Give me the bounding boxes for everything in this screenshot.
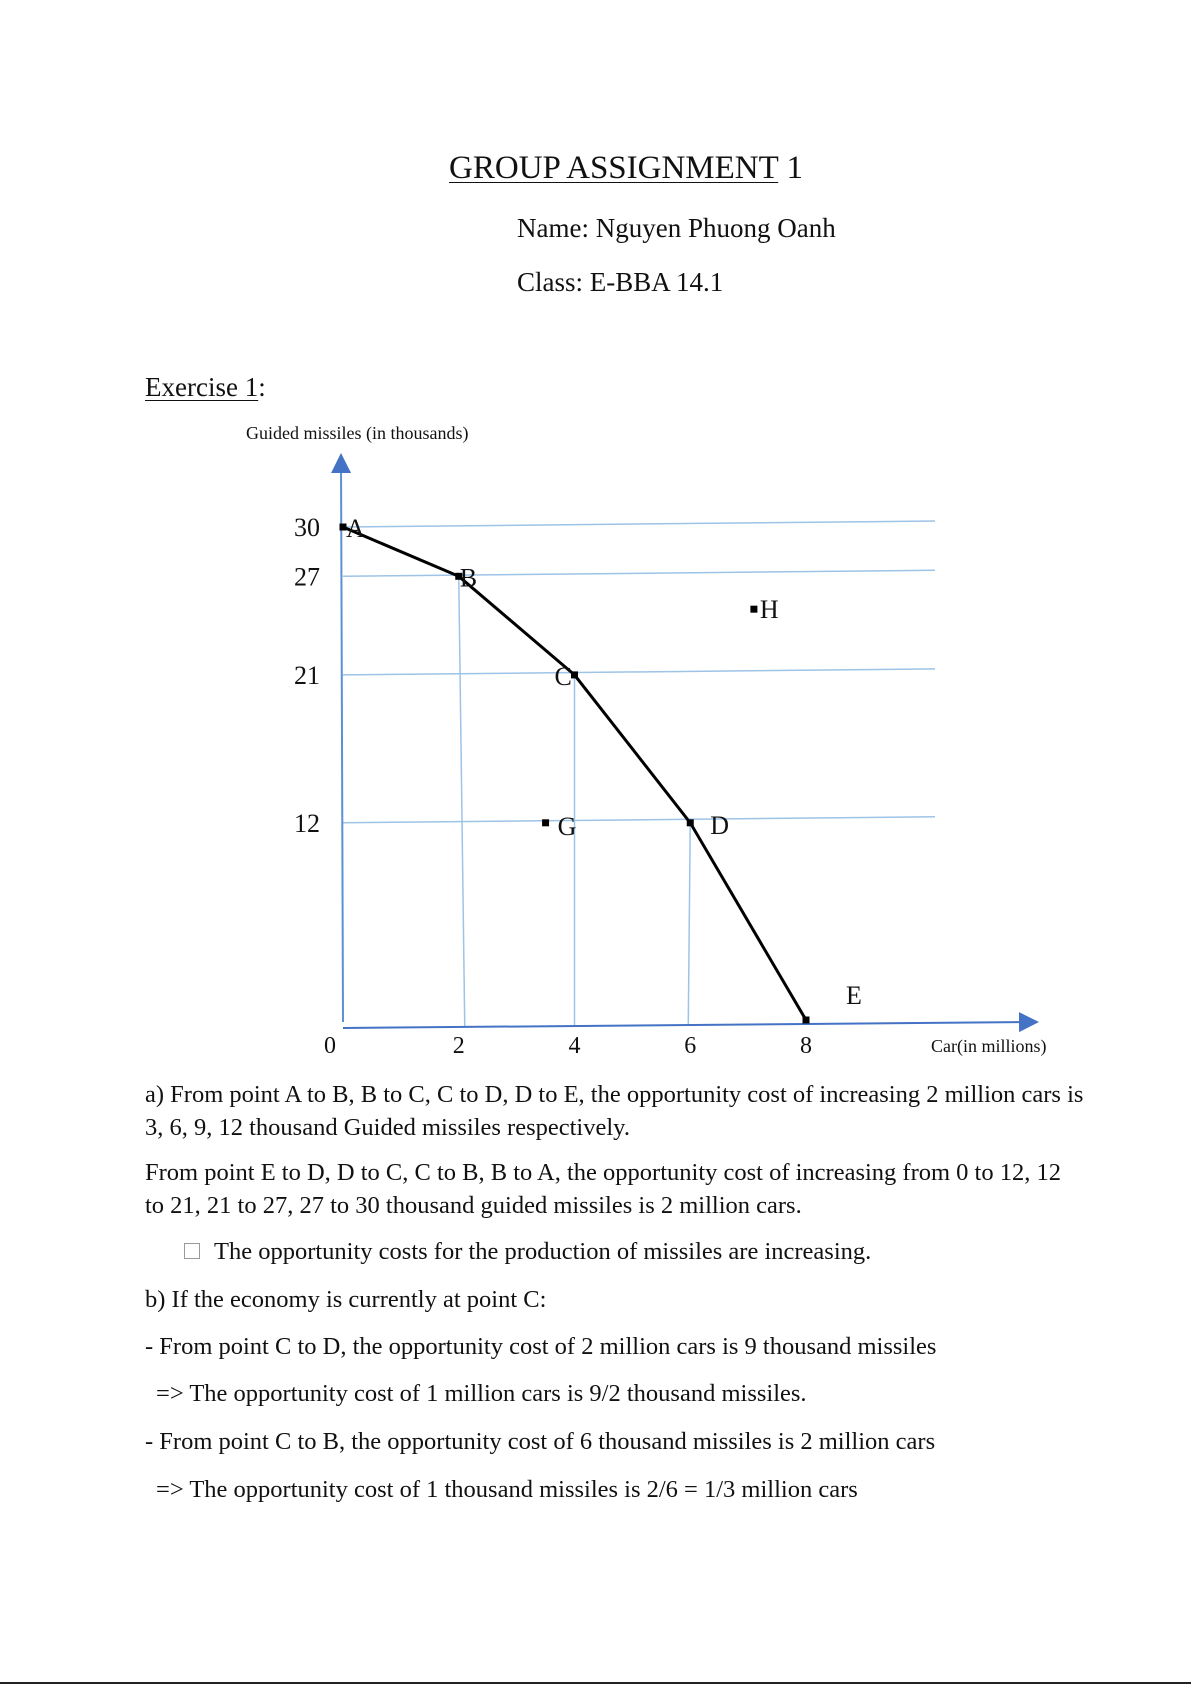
- page-bottom-rule: [0, 1682, 1191, 1684]
- answer-b-line-3: - From point C to B, the opportunity cost of 6 thousand missiles is 2 million cars: [145, 1428, 936, 1455]
- grid-lines: [343, 521, 935, 1026]
- answer-b-line-2: => The opportunity cost of 1 million cars is 9/2 thousand missiles.: [156, 1380, 807, 1407]
- student-name: Name: Nguyen Phuong Oanh: [517, 213, 836, 243]
- point-label-C: C: [554, 661, 572, 691]
- h-gridline-12: [343, 817, 935, 823]
- y-tick-21: 21: [294, 660, 320, 690]
- y-axis: [341, 457, 343, 1022]
- point-marker-H: [750, 606, 757, 613]
- y-tick-labels: [294, 513, 320, 838]
- x-tick-2: 2: [452, 1033, 465, 1059]
- h-gridline-27: [343, 570, 935, 576]
- v-gridline-D: [688, 823, 690, 1026]
- conclusion-line: [184, 1238, 871, 1266]
- point-label-D: D: [710, 810, 730, 840]
- student-class: Class: E-BBA 14.1: [517, 267, 724, 297]
- x-tick-0: 0: [324, 1033, 336, 1059]
- point-label-H: H: [759, 595, 779, 625]
- point-label-G: G: [557, 811, 577, 841]
- answer-b-line-1: - From point C to D, the opportunity cost of 2 million cars is 9 thousand missiles: [145, 1333, 937, 1360]
- point-label-A: A: [346, 514, 365, 543]
- x-tick-4: 4: [568, 1033, 581, 1059]
- h-gridline-21: [343, 669, 935, 675]
- y-tick-12: 12: [294, 808, 320, 838]
- checkbox-icon: [184, 1243, 200, 1259]
- y-tick-30: 30: [294, 513, 320, 542]
- title-underlined: GROUP ASSIGNMENT: [449, 150, 779, 186]
- answer-b-intro: b) If the economy is currently at point C:: [145, 1286, 547, 1313]
- point-label-E: E: [846, 981, 862, 1010]
- answer-a-paragraph: a) From point A to B, B to C, C to D, D to E, the opportunity cost of increasing 2 million cars is 3, 6, 9, 12 thousand Guided missiles respectively.: [145, 1081, 1084, 1141]
- point-labels: [346, 514, 862, 1010]
- point-marker-C: [571, 671, 578, 678]
- exercise-label: Exercise 1: [145, 372, 259, 402]
- x-tick-labels: [324, 1033, 812, 1059]
- exercise-colon: :: [258, 372, 266, 402]
- y-axis-title: Guided missiles (in thousands): [246, 423, 469, 443]
- h-gridline-30: [343, 521, 935, 527]
- x-axis-title: Car(in millions): [931, 1036, 1047, 1056]
- title-number: 1: [778, 150, 803, 186]
- point-label-B: B: [459, 563, 478, 593]
- point-marker-G: [542, 819, 549, 826]
- y-tick-27: 27: [294, 562, 320, 592]
- v-gridline-B: [459, 576, 465, 1026]
- x-tick-8: 8: [800, 1033, 812, 1059]
- answer-b-line-4: => The opportunity cost of 1 thousand missiles is 2/6 = 1/3 million cars: [156, 1476, 858, 1503]
- conclusion-text: The opportunity costs for the production of missiles are increasing.: [214, 1238, 872, 1265]
- point-marker-E: [803, 1017, 810, 1024]
- answer-a-paragraph-2: From point E to D, D to C, C to B, B to A, the opportunity cost of increasing from 0 to 12, 12 to 21, 21 to 27, 27 to 30 thousand guided missiles is 2 million cars.: [145, 1159, 1061, 1219]
- point-marker-D: [687, 819, 694, 826]
- x-tick-6: 6: [684, 1033, 697, 1059]
